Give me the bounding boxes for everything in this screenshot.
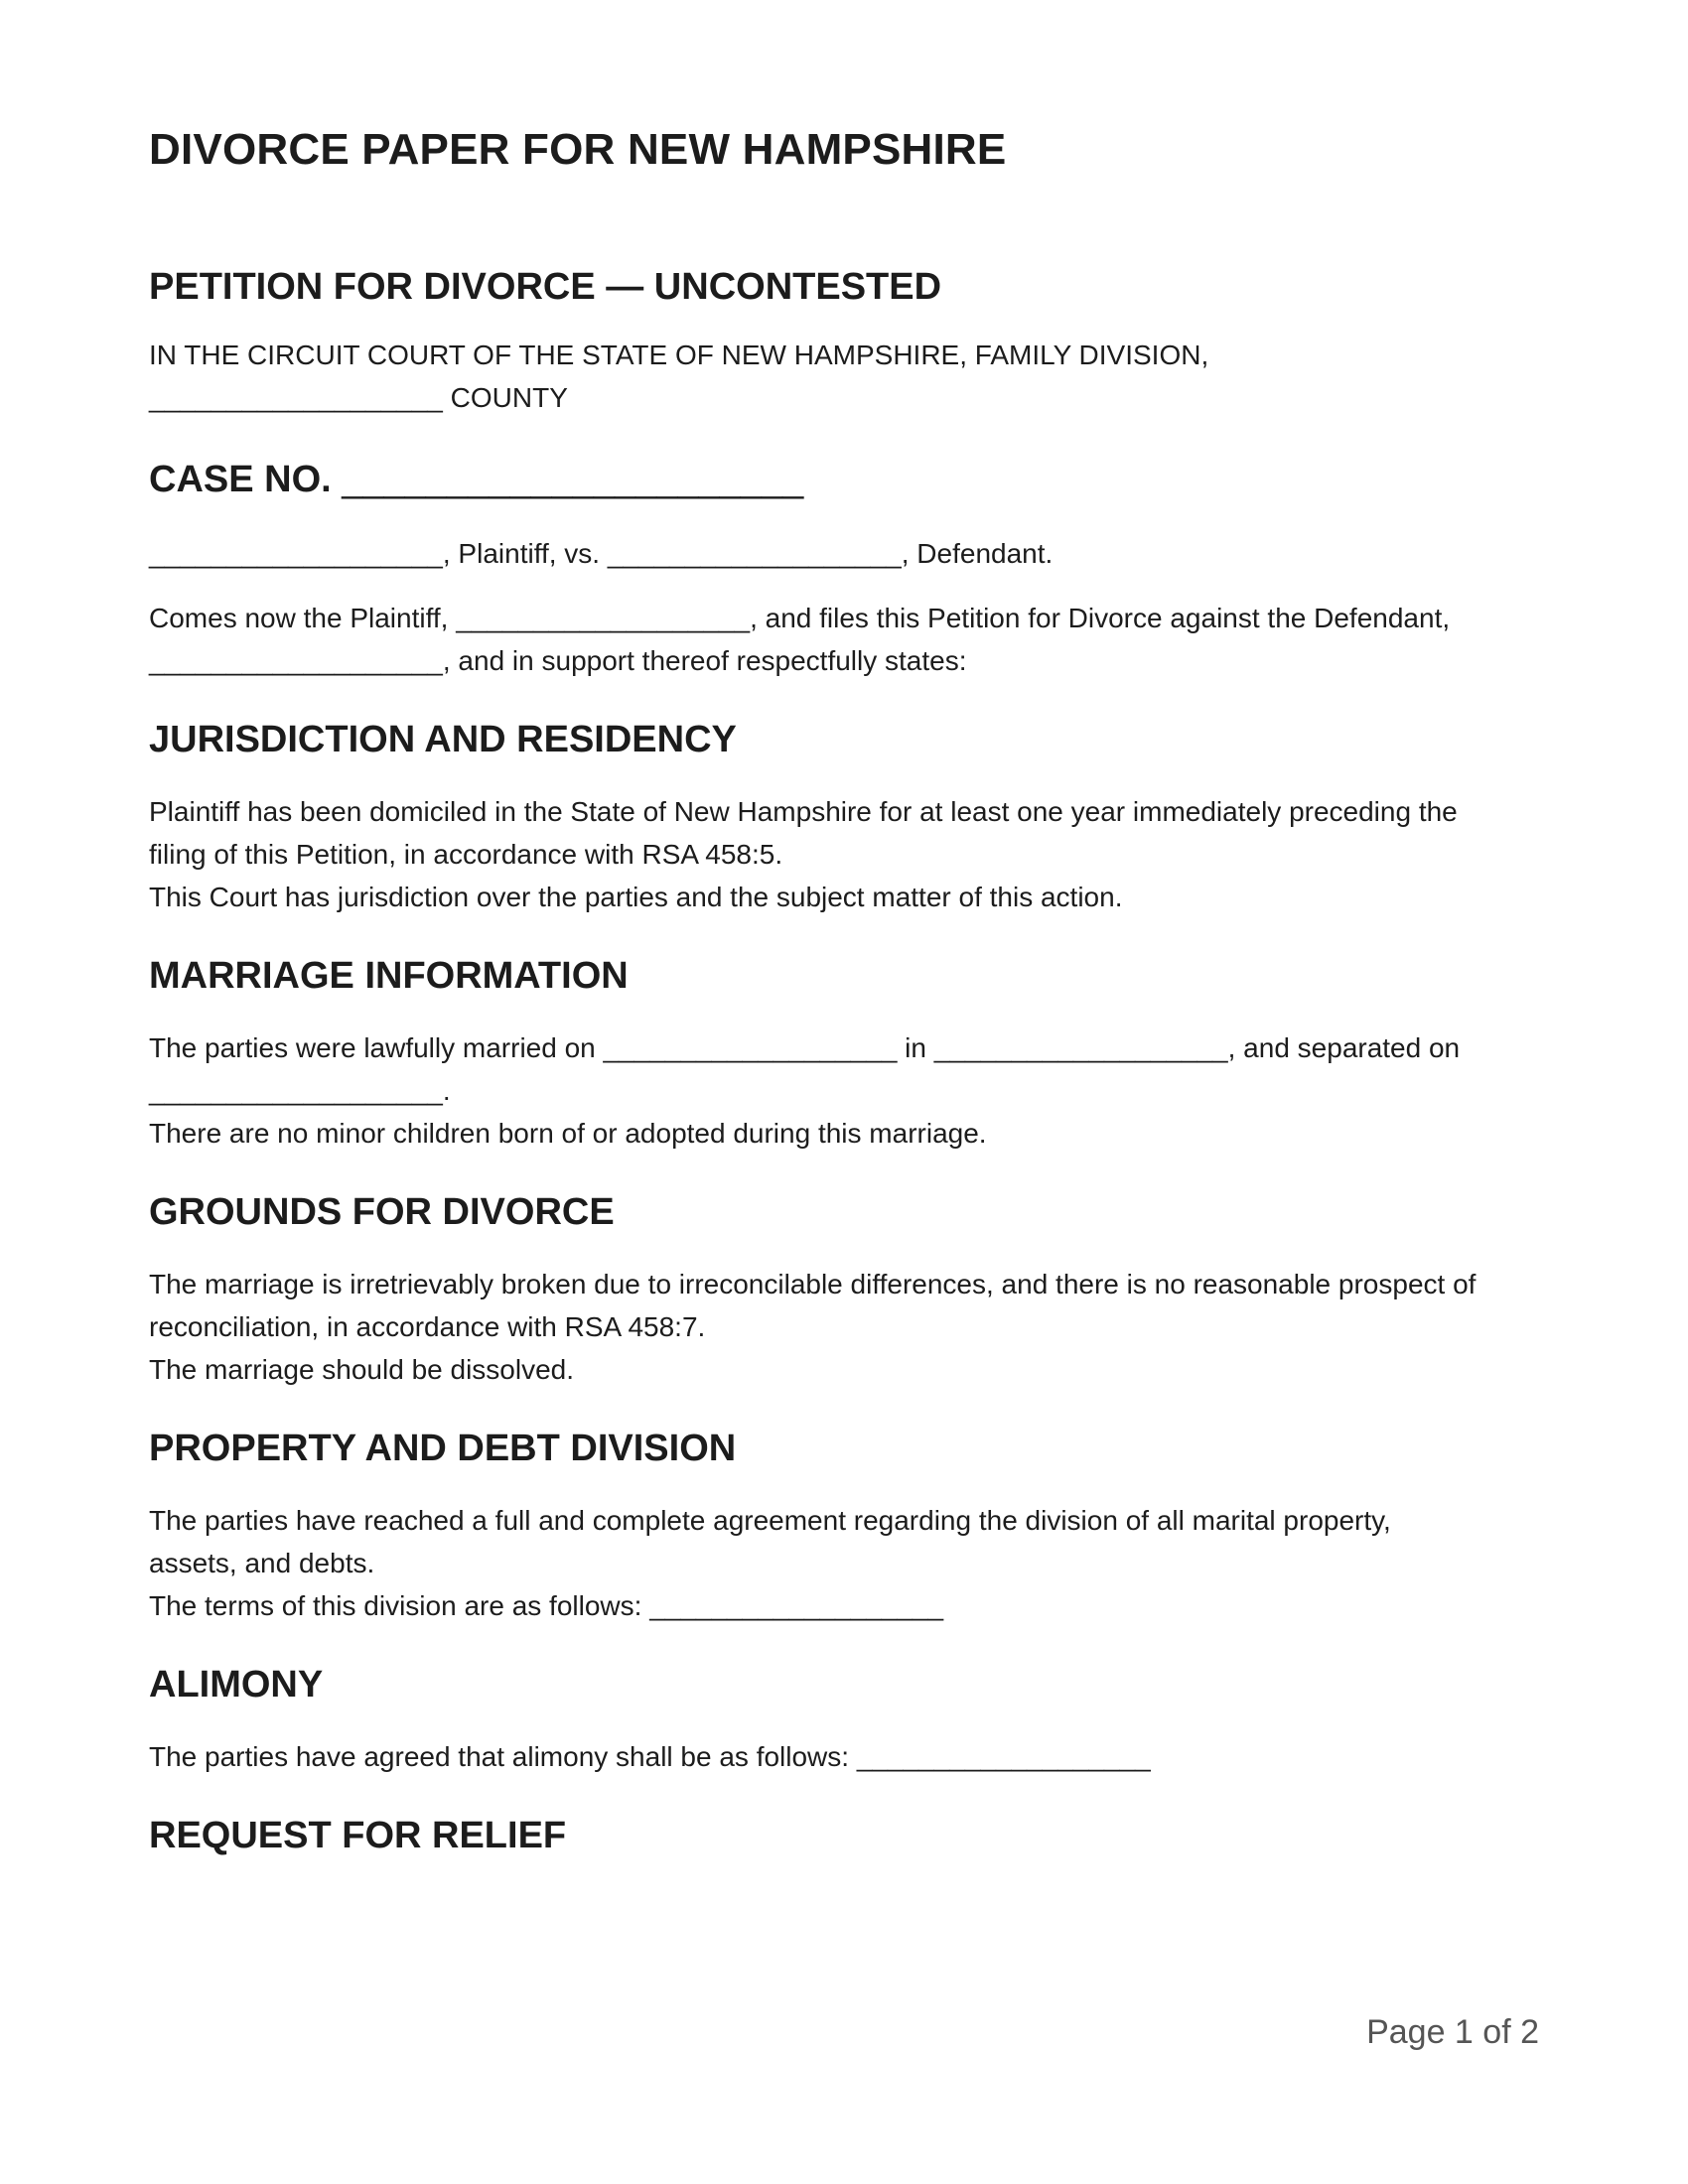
relief-heading: REQUEST FOR RELIEF xyxy=(149,1815,567,1856)
parties-line xyxy=(149,532,1539,575)
grounds-line: The marriage is irretrievably broken due to irreconcilable differences, and there is no reasonable prospect of xyxy=(149,1269,1477,1299)
page-number: Page 1 of 2 xyxy=(1366,2013,1539,2051)
marriage-heading: MARRIAGE INFORMATION xyxy=(149,955,629,997)
parties-line-text: ___________________, Plaintiff, vs. ___________________, Defendant. xyxy=(149,538,1054,569)
court-caption xyxy=(149,334,1539,419)
jurisdiction-line: This Court has jurisdiction over the parties and the subject matter of this action. xyxy=(149,882,1123,912)
property-heading: PROPERTY AND DEBT DIVISION xyxy=(149,1428,737,1469)
case-number-blank: ______________________ xyxy=(342,459,804,500)
court-caption-county-line: ___________________ COUNTY xyxy=(149,382,568,413)
case-number xyxy=(149,459,803,501)
alimony-heading: ALIMONY xyxy=(149,1664,324,1706)
marriage-line: The parties were lawfully married on ___________________ in ___________________, and separated on xyxy=(149,1032,1461,1063)
marriage-line: There are no minor children born of or adopted during this marriage. xyxy=(149,1118,987,1149)
jurisdiction-paragraph xyxy=(149,790,1539,918)
document-title: DIVORCE PAPER FOR NEW HAMPSHIRE xyxy=(149,125,1007,174)
property-paragraph xyxy=(149,1499,1539,1627)
marriage-paragraph xyxy=(149,1026,1539,1155)
jurisdiction-line: filing of this Petition, in accordance with RSA 458:5. xyxy=(149,839,783,870)
alimony-line: The parties have agreed that alimony shall be as follows: ___________________ xyxy=(149,1741,1151,1772)
jurisdiction-line: Plaintiff has been domiciled in the State of New Hampshire for at least one year immediately preceding the xyxy=(149,796,1458,827)
intro-line: Comes now the Plaintiff, ___________________, and files this Petition for Divorce against the Defendant, xyxy=(149,603,1451,633)
grounds-heading: GROUNDS FOR DIVORCE xyxy=(149,1191,615,1233)
grounds-line: reconciliation, in accordance with RSA 458:7. xyxy=(149,1311,706,1342)
property-line: assets, and debts. xyxy=(149,1548,375,1578)
grounds-line: The marriage should be dissolved. xyxy=(149,1354,575,1385)
property-line: The parties have reached a full and complete agreement regarding the division of all marital property, xyxy=(149,1505,1391,1536)
document-page xyxy=(149,0,1539,2184)
grounds-paragraph xyxy=(149,1263,1539,1391)
case-number-label: CASE NO. xyxy=(149,459,332,500)
intro-line: ___________________, and in support thereof respectfully states: xyxy=(149,645,967,676)
property-line: The terms of this division are as follows: ___________________ xyxy=(149,1590,944,1621)
petition-heading: PETITION FOR DIVORCE — UNCONTESTED xyxy=(149,266,942,308)
jurisdiction-heading: JURISDICTION AND RESIDENCY xyxy=(149,719,737,760)
court-caption-line: IN THE CIRCUIT COURT OF THE STATE OF NEW HAMPSHIRE, FAMILY DIVISION, xyxy=(149,340,1209,370)
marriage-line: ___________________. xyxy=(149,1075,451,1106)
intro-paragraph xyxy=(149,597,1539,682)
alimony-paragraph xyxy=(149,1735,1539,1778)
